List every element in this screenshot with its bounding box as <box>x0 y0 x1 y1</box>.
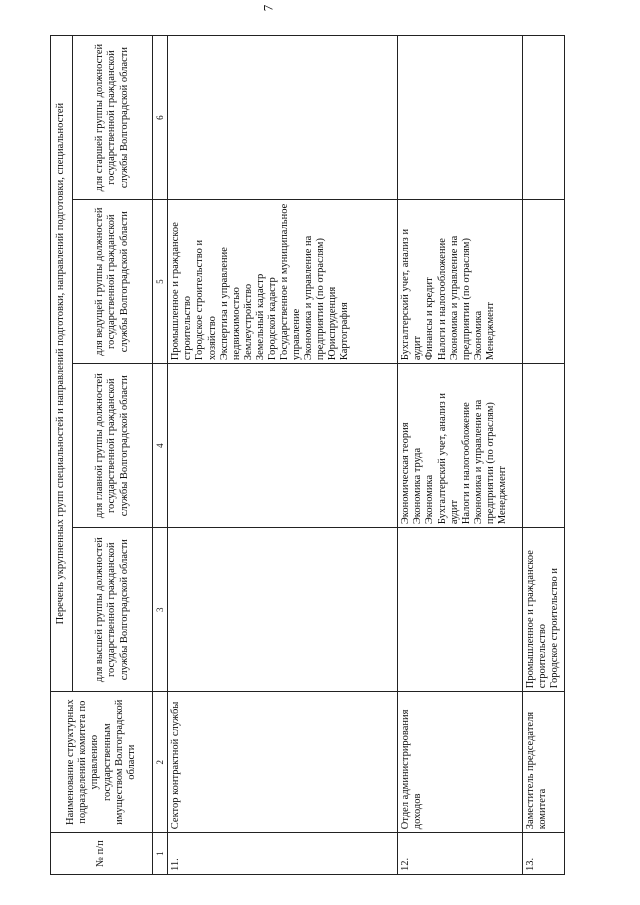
cell-senior <box>523 36 564 200</box>
header-sub-leading: для ведущей группы должностей государственной гражданской службы Волгоградской области <box>73 200 153 364</box>
specialty-item: Налоги и налогообложение <box>460 402 472 525</box>
col-num: 1 <box>153 833 168 875</box>
cell-highest <box>398 528 523 692</box>
specialty-item: Налоги и налогообложение <box>436 238 448 361</box>
specialty-item: Экономика <box>472 310 484 361</box>
column-number-row <box>153 36 168 875</box>
table-row <box>398 36 523 875</box>
header-sub-highest: для высшей группы должностей государственной гражданской службы Волгоградской области <box>73 528 153 692</box>
table-row <box>523 36 564 875</box>
specialty-item: Бухгалтерский учет, анализ и аудит <box>400 228 424 361</box>
header-sub-main: для главной группы должностей государственной гражданской службы Волгоградской области <box>73 364 153 528</box>
header-name: Наименование структурных подразделений комитета по управлению государственным имуществом Волгоградской области <box>51 692 153 833</box>
cell-leading <box>398 200 523 364</box>
specialty-item: Земельный кадастр <box>254 273 266 361</box>
specialty-item: Финансы и кредит <box>424 277 436 361</box>
specialty-item: Картография <box>339 302 351 361</box>
cell-main <box>398 364 523 528</box>
cell-leading <box>168 200 398 364</box>
row-number: 11. <box>168 833 398 875</box>
cell-senior <box>398 36 523 200</box>
unit-name: Сектор контрактной службы <box>168 692 398 833</box>
rotated-table-container <box>50 35 570 875</box>
cell-highest <box>523 528 564 692</box>
cell-highest <box>168 528 398 692</box>
specialty-item: Промышленное и гражданское строительство <box>170 222 194 361</box>
specialty-item: Промышленное и гражданское строительство <box>525 550 549 689</box>
unit-name: Отдел администрирования доходов <box>398 692 523 833</box>
specialty-item: Городской кадастр <box>266 277 278 361</box>
row-number: 13. <box>523 833 564 875</box>
header-no: № п/п <box>51 833 153 875</box>
specialty-item: Экономика и управление на предприятии (по отраслям) <box>303 235 327 361</box>
table-row <box>168 36 398 875</box>
specialty-item: Менеджмент <box>484 302 496 361</box>
specialty-item: Экономика и управление на предприятии (по отраслям) <box>472 399 496 525</box>
specialty-item: Экономическая теория <box>400 422 412 525</box>
specialty-item: Землеустройство <box>242 283 254 361</box>
specialty-item: Городское строительство и хозяйство <box>194 239 218 361</box>
col-num: 3 <box>153 528 168 692</box>
specialty-item: Юриспруденция <box>327 286 339 361</box>
col-num: 5 <box>153 200 168 364</box>
cell-main <box>168 364 398 528</box>
col-num: 2 <box>153 692 168 833</box>
specialties-table <box>50 35 565 875</box>
specialty-item: Экономика труда <box>412 447 424 525</box>
col-num: 4 <box>153 364 168 528</box>
cell-senior <box>168 36 398 200</box>
cell-main <box>523 364 564 528</box>
page-number: 7 <box>260 4 276 12</box>
unit-name: Заместитель председателя комитета <box>523 692 564 833</box>
specialty-item: Городское строительство и <box>549 567 561 689</box>
cell-leading <box>523 200 564 364</box>
specialty-item: Менеджмент <box>496 466 508 525</box>
header-group: Перечень укрупненных групп специальностей и направлений подготовки, направлений подготовки, специальностей <box>51 36 73 692</box>
specialty-item: Государственное и муниципальное управление <box>278 203 302 361</box>
specialty-item: Бухгалтерский учет, анализ и аудит <box>436 392 460 525</box>
col-num: 6 <box>153 36 168 200</box>
row-number: 12. <box>398 833 523 875</box>
specialty-item: Экономика <box>424 474 436 525</box>
specialty-item: Экономика и управление на предприятии (по отраслям) <box>448 235 472 361</box>
specialty-item: Экспертиза и управление недвижимостью <box>218 247 242 361</box>
header-sub-senior: для старшей группы должностей государственной гражданской службы Волгоградской области <box>73 36 153 200</box>
